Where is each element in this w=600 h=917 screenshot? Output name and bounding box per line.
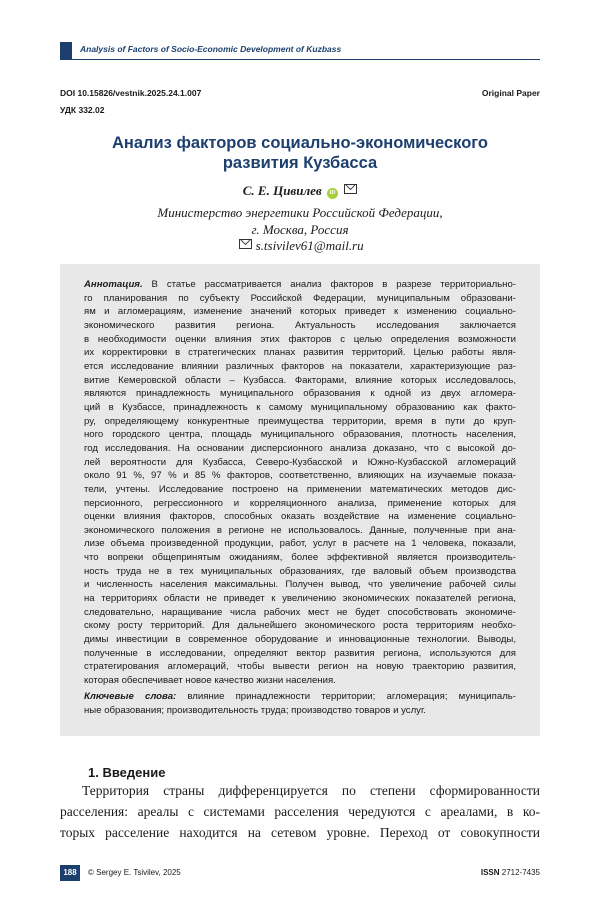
line-text: ций в Кузбассе, принадлежность к самому муниципальному образованию как факто-: [84, 401, 516, 413]
text-line: [84, 387, 516, 401]
line-text: около 91 %, 97 % и 85 % факторов, соответственно, влияющих на изучаемые показа-: [84, 470, 516, 482]
text-line: [84, 360, 516, 374]
line-text: персионного, регрессионного и корреляционного анализа, применение которых для: [84, 497, 516, 509]
line-text: стратегирования агломераций, чтобы вывести регион на новую траекторию развития,: [84, 661, 516, 673]
affiliation-line: г. Москва, Россия: [251, 222, 349, 237]
text-line: [84, 278, 516, 292]
title-line: Анализ факторов социально-экономического: [111, 134, 489, 152]
keywords: [84, 690, 516, 717]
text-line: [84, 469, 516, 483]
section-label: Ключевые слова:: [84, 691, 177, 702]
line-text: лей вероятности для Кузбасса, Северо-Кузбасской и Южно-Кузбасской агломераций: [84, 456, 516, 468]
author-name: С. Е. Цивилев: [242, 183, 322, 198]
text-line: [84, 319, 516, 333]
paper-title: [60, 133, 540, 173]
running-header: [60, 42, 540, 60]
body-line: расселения: ареалы с системами расселения чередуются с ареалами, в ко-: [60, 804, 540, 819]
text-line: [84, 647, 516, 661]
envelope-icon: [239, 239, 252, 249]
page-footer: [60, 865, 540, 881]
line-text: оценки влияния факторов, способных оказать воздействие на изменение социально-: [84, 511, 516, 523]
text-line: [84, 551, 516, 565]
copyright: © Sergey E. Tsivilev, 2025: [88, 868, 181, 877]
text-line: [84, 415, 516, 429]
author-email-line: [60, 238, 540, 254]
text-line: [84, 619, 516, 633]
line-text: что вопреки общепринятым ожиданиям, более эффективной является производитель-: [84, 552, 516, 564]
text-line: [84, 592, 516, 606]
line-text: которая обеспечивает новое качество жизни населения.: [84, 675, 336, 687]
page-number: 188: [60, 865, 80, 881]
line-text: полученные в исследовании, определяют вектор развития региона, используются для: [84, 647, 516, 659]
text-line: [84, 401, 516, 415]
body-line: Территория страны дифференцируется по степени сформированности: [82, 783, 540, 798]
line-text: являются принадлежность муниципального образования к одной из двух агломера-: [84, 388, 516, 400]
text-line: [84, 374, 516, 388]
orcid-icon[interactable]: iD: [327, 188, 338, 199]
line-text: В статье рассматривается анализ факторов в разрезе территориально-: [142, 279, 516, 290]
affiliation: [60, 204, 540, 238]
header-marker: [60, 42, 72, 60]
body-line: торых расселение находится на сетевом уровне. Переход от совокупности: [60, 825, 540, 840]
doi-link[interactable]: DOI 10.15826/vestnik.2025.24.1.007: [60, 88, 202, 98]
line-text: ям и агломерациям, изменение значений которых приведет к изменению социально-: [84, 306, 516, 318]
issn-label: ISSN: [480, 868, 500, 877]
issn: [481, 868, 540, 877]
author-line: [60, 183, 540, 199]
section-heading: 1. Введение: [88, 765, 166, 780]
line-text: скому росту территорий. Для дальнейшего экономического роста территориям необхо-: [84, 620, 516, 632]
text-line: [84, 510, 516, 524]
text-line: [84, 633, 516, 647]
text-line: [84, 674, 516, 688]
text-line: [84, 537, 516, 551]
line-text: экономического положения в регионе не использовалось. Данные, полученные при ана-: [84, 524, 516, 536]
line-text: ру, определяющему конкурентные преимущества территории, время в пути до круп-: [84, 415, 516, 427]
line-text: и численность населения максимальны. Получен вывод, что увеличение рабочей силы: [84, 579, 516, 591]
line-text: их корректировки в стратегических планах развития территорий. Целью работы явля-: [84, 347, 516, 359]
affiliation-line: Министерство энергетики Российской Федерации,: [157, 205, 443, 220]
envelope-icon[interactable]: [344, 184, 357, 194]
text-line: [84, 524, 516, 538]
title-line: развития Кузбасса: [222, 154, 378, 172]
line-text: ного городского центра, площадь муниципального образования, плотность населения,: [84, 429, 516, 441]
text-line: [84, 704, 516, 718]
issn-value: 2712-7435: [499, 868, 540, 877]
line-text: витие Кемеровской области – Кузбасса. Факторами, влияние которых исследовалось,: [84, 374, 516, 386]
author-email[interactable]: s.tsivilev61@mail.ru: [255, 238, 364, 253]
text-line: [84, 292, 516, 306]
text-line: [84, 346, 516, 360]
line-text: год исследования. На основании дисперсионного анализа доказано, что с высокой до-: [84, 442, 516, 454]
line-text: влияние принадлежности территории; агломерация; муниципаль-: [176, 691, 516, 702]
section-label: Аннотация.: [84, 279, 143, 290]
journal-title: Analysis of Factors of Socio-Economic Development of Kuzbass: [80, 44, 342, 54]
text-line: [84, 660, 516, 674]
text-line: [84, 305, 516, 319]
body-text: [60, 780, 540, 843]
text-line: [84, 690, 516, 704]
text-line: [84, 565, 516, 579]
line-text: лизе объема произведенной продукции, работ, услуг в расчете на 1 человека, показали,: [84, 538, 516, 550]
text-line: [84, 497, 516, 511]
udk-code: УДК 332.02: [60, 105, 105, 115]
text-line: [84, 483, 516, 497]
line-text: димы инвестиции в современное оборудование и инновационные технологии. Выводы,: [84, 634, 516, 646]
line-text: в необходимости оценки влияния этих факторов с целью определения возможности: [84, 333, 516, 345]
text-line: [84, 333, 516, 347]
line-text: следовательно, наращивание числа рабочих мест не будет способствовать экономиче-: [84, 606, 516, 618]
line-text: ется исследование влиянии различных факторов на показатели, характеризующие раз-: [84, 360, 516, 372]
text-line: [84, 606, 516, 620]
text-line: [84, 578, 516, 592]
header-rule: [72, 59, 540, 60]
text-line: [84, 456, 516, 470]
line-text: го планирования по субъекту Российской Федерации, муниципальным образовани-: [84, 292, 516, 304]
line-text: экономического развития региона. Актуальность исследования заключается: [84, 319, 516, 331]
line-text: ные образования; производительность труда; производство товаров и услуг.: [84, 704, 426, 716]
line-text: ность труда не в тех муниципальных образованиях, где валовый объем производства: [84, 565, 516, 577]
abstract-text: [84, 278, 516, 688]
text-line: [84, 442, 516, 456]
text-line: [84, 428, 516, 442]
line-text: на территориях области не приведет к увеличению экономических показателей региона,: [84, 593, 516, 605]
paper-type: Original Paper: [481, 88, 540, 98]
line-text: тели, учтены. Исследование построено на применении математических методов дис-: [84, 483, 516, 495]
abstract-panel: [60, 264, 540, 736]
